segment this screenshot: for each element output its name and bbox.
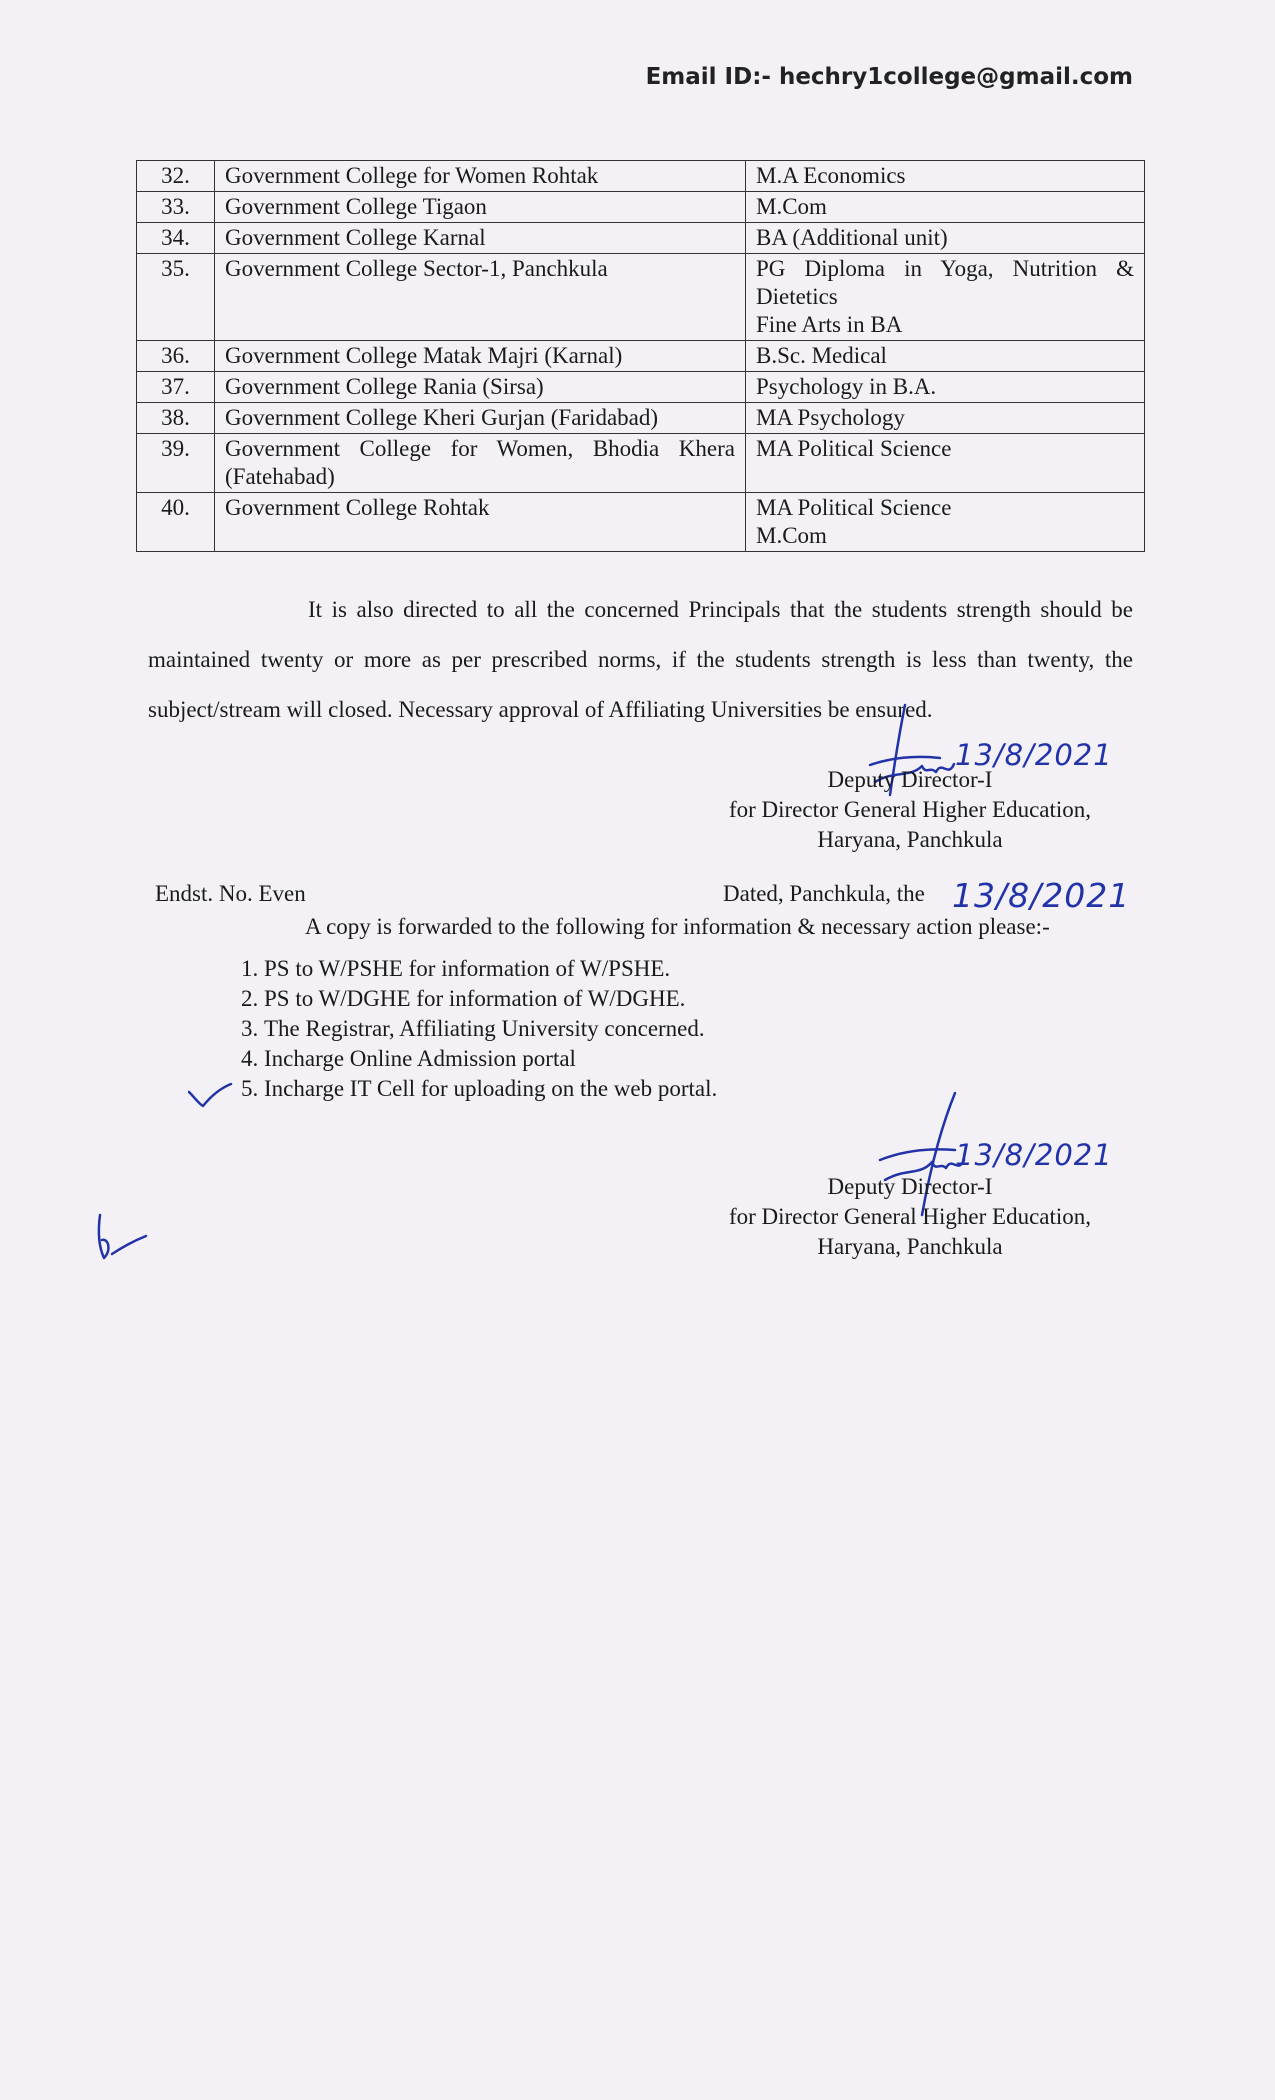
college-name-cell: Government College Kheri Gurjan (Faridabad): [215, 403, 746, 434]
course-cell: [746, 192, 1145, 223]
course-name: Fine Arts in BA: [756, 312, 903, 337]
course-name: MA Psychology: [756, 405, 905, 430]
course-name: M.Com: [756, 523, 827, 548]
signature-block-1: [690, 765, 1130, 855]
copy-item: 2. PS to W/DGHE for information of W/DGHE.: [264, 984, 717, 1014]
college-name-cell: Government College Sector-1, Panchkula: [215, 254, 746, 341]
signatory-line-3: Haryana, Panchkula: [817, 827, 1003, 852]
serial-number-cell: 32.: [137, 161, 215, 192]
table-row: [137, 192, 1145, 223]
signatory-line-3: Haryana, Panchkula: [817, 1234, 1003, 1259]
course-cell: [746, 254, 1145, 341]
table-row: [137, 434, 1145, 493]
serial-number-cell: 38.: [137, 403, 215, 434]
copy-item: 3. The Registrar, Affiliating University concerned.: [264, 1014, 717, 1044]
table-row: [137, 161, 1145, 192]
serial-number-cell: 40.: [137, 493, 215, 552]
college-name-cell: Government College Karnal: [215, 223, 746, 254]
college-course-table: [136, 160, 1145, 552]
signatory-title: Deputy Director-I: [827, 1174, 993, 1199]
course-cell: [746, 372, 1145, 403]
email-header: Email ID:- hechry1college@gmail.com: [645, 64, 1133, 90]
course-cell: [746, 223, 1145, 254]
signature-block-2: [690, 1172, 1130, 1262]
copy-item: 5. Incharge IT Cell for uploading on the web portal.: [264, 1074, 717, 1104]
copy-item: 1. PS to W/PSHE for information of W/PSHE.: [264, 954, 717, 984]
course-name: M.Com: [756, 194, 827, 219]
college-name-cell: Government College Matak Majri (Karnal): [215, 341, 746, 372]
course-name: MA Political Science: [756, 436, 952, 461]
directive-paragraph: It is also directed to all the concerned Principals that the students strength should be maintained twenty or more as per prescribed norms, if the students strength is less than twenty, the subject/stream will closed. Necessary approval of Affiliating Universities be ensured.: [148, 597, 1133, 722]
course-cell: [746, 493, 1145, 552]
signatory-line-2: for Director General Higher Education,: [728, 1204, 1092, 1229]
college-name-cell: Government College Rania (Sirsa): [215, 372, 746, 403]
college-name-cell: Government College Rohtak: [215, 493, 746, 552]
course-name: MA Political Science: [756, 495, 952, 520]
checkmark-icon: [185, 1080, 235, 1110]
table-row: [137, 493, 1145, 552]
course-cell: [746, 341, 1145, 372]
college-name-cell: Government College for Women, Bhodia Khera (Fatehabad): [215, 434, 746, 493]
serial-number-cell: 35.: [137, 254, 215, 341]
initials-mark: [90, 1210, 160, 1270]
table-row: [137, 223, 1145, 254]
table-row: [137, 254, 1145, 341]
copy-list: [228, 954, 717, 1104]
serial-number-cell: 33.: [137, 192, 215, 223]
signatory-line-2: for Director General Higher Education,: [728, 797, 1092, 822]
forward-text: A copy is forwarded to the following for information & necessary action please:-: [305, 914, 1050, 939]
signature-date-1: 13/8/2021: [955, 738, 1113, 772]
course-name: Psychology in B.A.: [756, 374, 937, 399]
course-cell: [746, 434, 1145, 493]
table-row: [137, 403, 1145, 434]
dated-label: Dated, Panchkula, the: [723, 881, 925, 906]
signatory-title: Deputy Director-I: [827, 767, 993, 792]
college-name-cell: Government College for Women Rohtak: [215, 161, 746, 192]
course-name: BA (Additional unit): [756, 225, 948, 250]
course-cell: [746, 403, 1145, 434]
table-row: [137, 341, 1145, 372]
college-name-cell: Government College Tigaon: [215, 192, 746, 223]
serial-number-cell: 34.: [137, 223, 215, 254]
serial-number-cell: 37.: [137, 372, 215, 403]
course-name: B.Sc. Medical: [756, 343, 887, 368]
course-name: M.A Economics: [756, 163, 906, 188]
serial-number-cell: 39.: [137, 434, 215, 493]
copy-item: 4. Incharge Online Admission portal: [264, 1044, 717, 1074]
course-name: PG Diploma in Yoga, Nutrition & Dietetics: [756, 256, 1134, 309]
course-cell: [746, 161, 1145, 192]
serial-number-cell: 36.: [137, 341, 215, 372]
table-row: [137, 372, 1145, 403]
handwritten-date: 13/8/2021: [952, 876, 1131, 915]
signature-date-2: 13/8/2021: [955, 1138, 1113, 1172]
endorsement-number: Endst. No. Even: [155, 881, 306, 906]
